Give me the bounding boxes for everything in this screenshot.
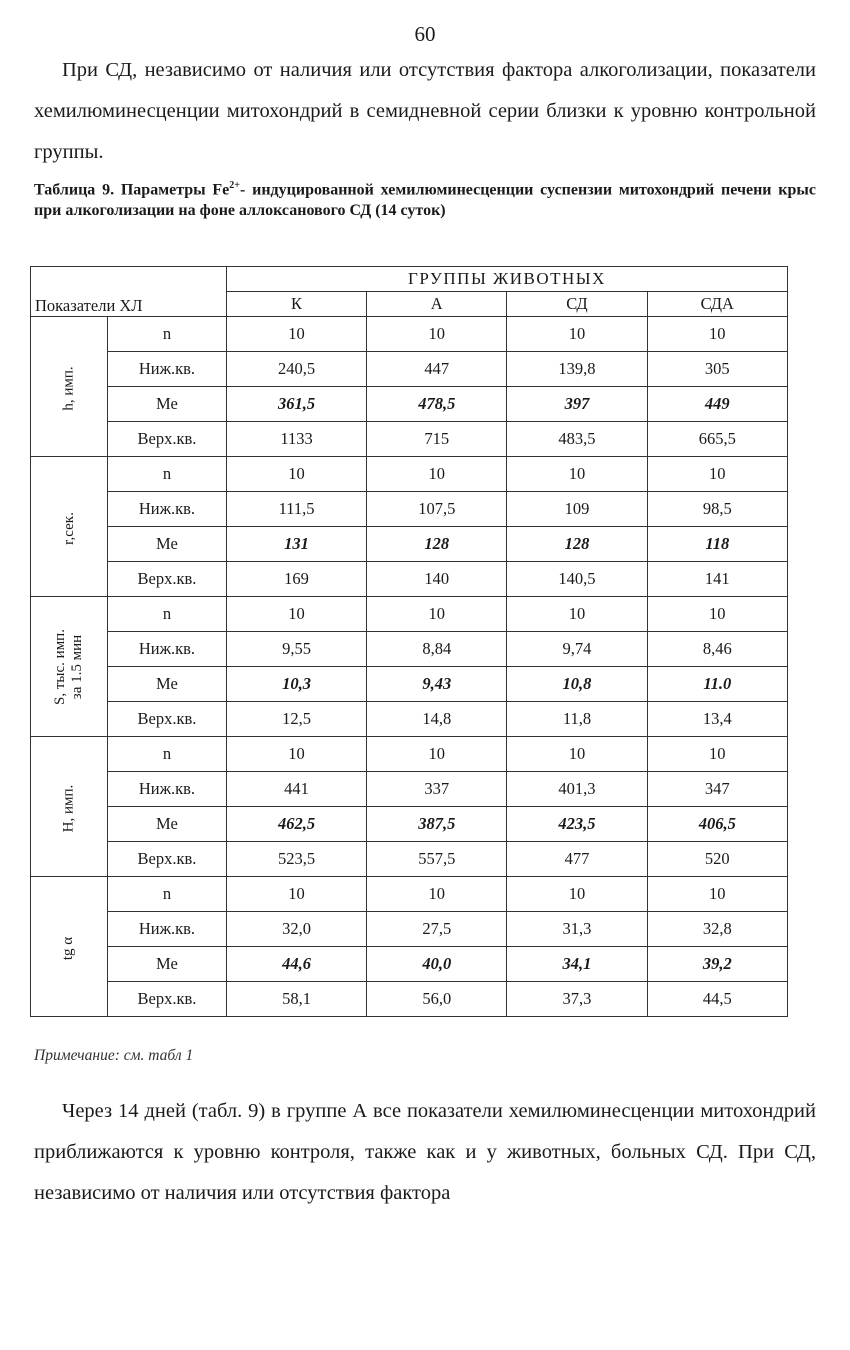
table-cell: 12,5 xyxy=(226,702,366,737)
table-row xyxy=(31,772,788,807)
table-row xyxy=(31,562,788,597)
stat-label: Ниж.кв. xyxy=(107,772,226,807)
table-cell: 44,6 xyxy=(226,947,366,982)
table-cell: 715 xyxy=(367,422,507,457)
table-cell: 10 xyxy=(226,457,366,492)
parameter-label xyxy=(31,317,108,457)
table-cell: 478,5 xyxy=(367,387,507,422)
parameter-label-line: r,сек. xyxy=(60,511,77,545)
table-cell: 141 xyxy=(647,562,787,597)
table-cell: 98,5 xyxy=(647,492,787,527)
table-row xyxy=(31,317,788,352)
table-cell: 34,1 xyxy=(507,947,647,982)
table-cell: 305 xyxy=(647,352,787,387)
table-cell: 10 xyxy=(367,877,507,912)
table-row xyxy=(31,527,788,562)
stat-label: n xyxy=(107,317,226,352)
table-cell: 401,3 xyxy=(507,772,647,807)
stat-label: Верх.кв. xyxy=(107,702,226,737)
table-cell: 131 xyxy=(226,527,366,562)
table-cell: 9,43 xyxy=(367,667,507,702)
stat-label: Ниж.кв. xyxy=(107,492,226,527)
table-cell: 9,55 xyxy=(226,632,366,667)
table-cell: 14,8 xyxy=(367,702,507,737)
table-cell: 140 xyxy=(367,562,507,597)
table-cell: 557,5 xyxy=(367,842,507,877)
table-cell: 423,5 xyxy=(507,807,647,842)
table-cell: 10,3 xyxy=(226,667,366,702)
table-caption xyxy=(34,175,816,221)
stat-label: Ме xyxy=(107,807,226,842)
table-cell: 40,0 xyxy=(367,947,507,982)
table-cell: 477 xyxy=(507,842,647,877)
table-cell: 337 xyxy=(367,772,507,807)
table-row xyxy=(31,352,788,387)
stat-label: n xyxy=(107,457,226,492)
table-row xyxy=(31,877,788,912)
table-cell: 10 xyxy=(647,737,787,772)
table-cell: 10 xyxy=(507,317,647,352)
stat-label: n xyxy=(107,597,226,632)
stat-label: Верх.кв. xyxy=(107,842,226,877)
table-cell: 441 xyxy=(226,772,366,807)
table-cell: 361,5 xyxy=(226,387,366,422)
table-cell: 118 xyxy=(647,527,787,562)
table-row xyxy=(31,632,788,667)
table-note: Примечание: см. табл 1 xyxy=(34,1047,194,1064)
table-row xyxy=(31,597,788,632)
table-row xyxy=(31,387,788,422)
table-cell: 10 xyxy=(367,597,507,632)
table-cell: 109 xyxy=(507,492,647,527)
stat-label: Ниж.кв. xyxy=(107,632,226,667)
table-cell: 10 xyxy=(507,877,647,912)
column-header-sd: СД xyxy=(507,292,647,317)
stat-label: Верх.кв. xyxy=(107,982,226,1017)
table-cell: 107,5 xyxy=(367,492,507,527)
parameter-label xyxy=(31,597,108,737)
table-row xyxy=(31,842,788,877)
table-cell: 27,5 xyxy=(367,912,507,947)
stat-label: Верх.кв. xyxy=(107,562,226,597)
parameter-label xyxy=(31,877,108,1017)
stat-label: Ме xyxy=(107,387,226,422)
chemiluminescence-table xyxy=(30,266,788,1017)
table-cell: 10 xyxy=(647,877,787,912)
table-cell: 8,84 xyxy=(367,632,507,667)
groups-header: ГРУППЫ ЖИВОТНЫХ xyxy=(226,267,787,292)
parameter-label-line: h, имп. xyxy=(60,365,77,411)
table-cell: 10 xyxy=(226,877,366,912)
table-cell: 13,4 xyxy=(647,702,787,737)
table-cell: 169 xyxy=(226,562,366,597)
table-cell: 10 xyxy=(647,457,787,492)
stat-label: Верх.кв. xyxy=(107,422,226,457)
table-cell: 1133 xyxy=(226,422,366,457)
parameter-label-text xyxy=(60,512,77,545)
table-cell: 523,5 xyxy=(226,842,366,877)
column-header-a: А xyxy=(367,292,507,317)
table-cell: 128 xyxy=(507,527,647,562)
table-cell: 397 xyxy=(507,387,647,422)
table-cell: 10 xyxy=(507,457,647,492)
table-cell: 387,5 xyxy=(367,807,507,842)
table-row xyxy=(31,667,788,702)
table-row xyxy=(31,912,788,947)
table-cell: 44,5 xyxy=(647,982,787,1017)
parameter-label xyxy=(31,737,108,877)
header-row-groups xyxy=(31,267,788,292)
table-cell: 406,5 xyxy=(647,807,787,842)
table-row xyxy=(31,457,788,492)
table-cell: 483,5 xyxy=(507,422,647,457)
table-cell: 10 xyxy=(507,597,647,632)
table-cell: 9,74 xyxy=(507,632,647,667)
table-cell: 32,0 xyxy=(226,912,366,947)
table-row xyxy=(31,947,788,982)
table-cell: 58,1 xyxy=(226,982,366,1017)
table-cell: 462,5 xyxy=(226,807,366,842)
parameter-label-line: за 1.5 мин xyxy=(68,634,85,699)
table-cell: 139,8 xyxy=(507,352,647,387)
parameter-label-line: Н, имп. xyxy=(60,784,77,832)
parameter-label xyxy=(31,457,108,597)
page-number: 60 xyxy=(414,22,436,46)
table-cell: 10 xyxy=(226,737,366,772)
table-cell: 37,3 xyxy=(507,982,647,1017)
table-cell: 31,3 xyxy=(507,912,647,947)
table-cell: 10 xyxy=(507,737,647,772)
table-cell: 10 xyxy=(647,317,787,352)
stat-label: n xyxy=(107,737,226,772)
table-cell: 32,8 xyxy=(647,912,787,947)
table-cell: 449 xyxy=(647,387,787,422)
table-row xyxy=(31,702,788,737)
table-cell: 8,46 xyxy=(647,632,787,667)
closing-paragraph: Через 14 дней (табл. 9) в группе А все показатели хемилюминесценции митохондрий приближаются к уровню контроля, также как и у животных, больных СД. При СД, независимо от наличия или отсутствия фактора xyxy=(34,1100,816,1204)
parameter-label-text xyxy=(60,936,77,959)
stat-label: Ме xyxy=(107,947,226,982)
indicator-header: Показатели ХЛ xyxy=(31,267,227,317)
column-header-k: К xyxy=(226,292,366,317)
table-cell: 128 xyxy=(367,527,507,562)
table-cell: 240,5 xyxy=(226,352,366,387)
caption-superscript: 2+ xyxy=(229,180,240,191)
stat-label: Ме xyxy=(107,667,226,702)
table-cell: 347 xyxy=(647,772,787,807)
table-cell: 10 xyxy=(226,317,366,352)
table-row xyxy=(31,982,788,1017)
parameter-label-line: S, тыс. имп. xyxy=(51,628,68,705)
stat-label: Ниж.кв. xyxy=(107,912,226,947)
stat-label: Ме xyxy=(107,527,226,562)
table-cell: 140,5 xyxy=(507,562,647,597)
table-row xyxy=(31,737,788,772)
column-header-sda: СДА xyxy=(647,292,787,317)
table-cell: 10 xyxy=(647,597,787,632)
parameter-label-line: tg α xyxy=(60,936,77,960)
table-row xyxy=(31,807,788,842)
stat-label: Ниж.кв. xyxy=(107,352,226,387)
caption-prefix: Таблица 9. Параметры Fe xyxy=(34,181,230,199)
table-cell: 39,2 xyxy=(647,947,787,982)
stat-label: n xyxy=(107,877,226,912)
table-cell: 11.0 xyxy=(647,667,787,702)
parameter-label-text xyxy=(60,366,77,410)
table-cell: 520 xyxy=(647,842,787,877)
table-cell: 11,8 xyxy=(507,702,647,737)
parameter-label-text xyxy=(60,784,77,832)
table-cell: 10 xyxy=(367,317,507,352)
table-cell: 111,5 xyxy=(226,492,366,527)
intro-paragraph: При СД, независимо от наличия или отсутствия фактора алкоголизации, показатели хемилюминесценции митохондрий в семидневной серии близки к уровню контрольной группы. xyxy=(34,59,816,163)
table-cell: 10,8 xyxy=(507,667,647,702)
table-cell: 10 xyxy=(367,737,507,772)
table-cell: 10 xyxy=(367,457,507,492)
caption-rest: - индуцированной хемилюминесценции суспензии митохондрий печени крыс при алкоголизации на фоне аллоксанового СД (14 суток) xyxy=(34,181,817,220)
table-row xyxy=(31,492,788,527)
table-cell: 56,0 xyxy=(367,982,507,1017)
parameter-label-text xyxy=(52,629,86,705)
table-row xyxy=(31,422,788,457)
table-cell: 665,5 xyxy=(647,422,787,457)
table-cell: 10 xyxy=(226,597,366,632)
table-cell: 447 xyxy=(367,352,507,387)
